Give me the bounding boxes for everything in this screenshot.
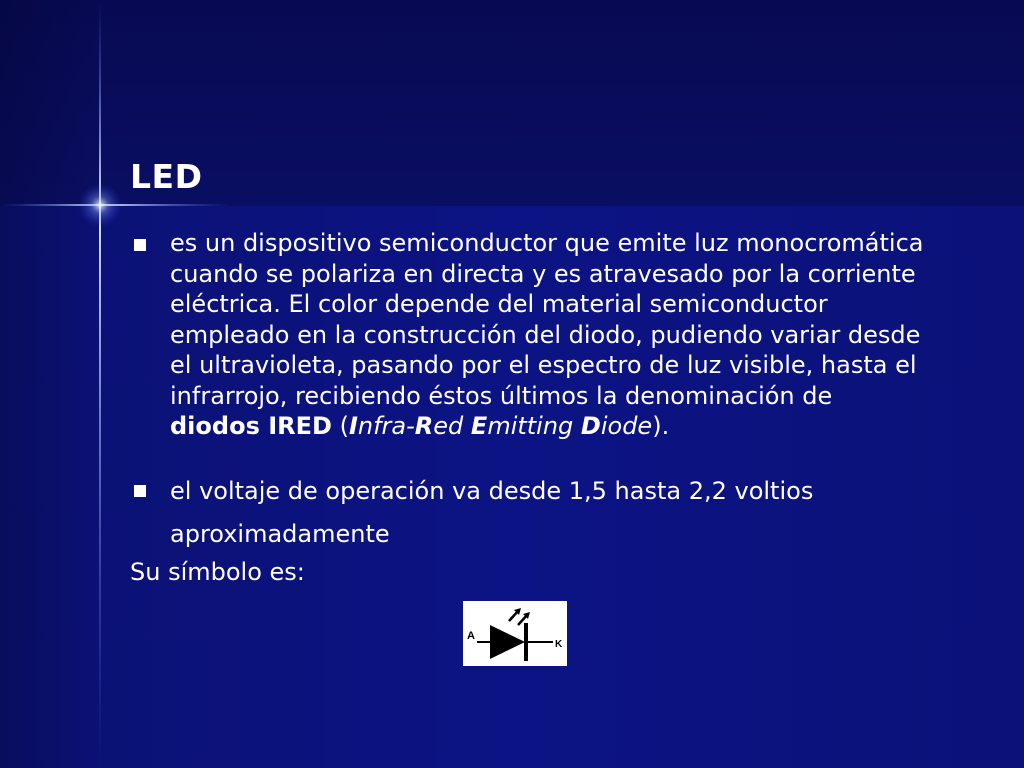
bullet-line: infrarrojo, recibiendo éstos últimos la denominación de xyxy=(170,381,833,410)
paren-open: ( xyxy=(331,412,349,440)
acronym-letter-e: E xyxy=(470,412,488,440)
led-symbol-image xyxy=(463,601,567,666)
bullet-led-definition xyxy=(130,228,990,442)
ired-term: diodos IRED xyxy=(170,412,332,440)
cathode-label: K xyxy=(555,639,563,650)
acronym-letter-d: D xyxy=(580,412,601,440)
bullet-line: aproximadamente xyxy=(170,519,390,548)
bullet-line: el voltaje de operación va desde 1,5 hasta 2,2 voltios xyxy=(170,476,814,505)
bullet-line: cuando se polariza en directa y es atravesado por la corriente xyxy=(170,259,916,288)
bullet-line: eléctrica. El color depende del material semiconductor xyxy=(170,290,828,318)
bullet-voltage xyxy=(130,470,990,556)
acronym-rest-diode: iode xyxy=(600,412,653,440)
paren-close: ). xyxy=(652,412,670,440)
symbol-caption: Su símbolo es: xyxy=(130,557,305,586)
bullet-square-icon xyxy=(134,485,146,497)
led-diode-icon xyxy=(463,601,567,666)
bullet-line: es un dispositivo semiconductor que emite luz monocromática xyxy=(170,229,924,257)
bullet-line-ired xyxy=(170,411,990,442)
bullet-line: el ultravioleta, pasando por el espectro de luz visible, hasta el xyxy=(170,351,917,379)
acronym-letter-i: I xyxy=(348,412,358,440)
slide-content xyxy=(130,228,990,592)
bullet-line: empleado en la construcción del diodo, pudiendo variar desde xyxy=(170,320,921,349)
acronym-rest-red: ed xyxy=(433,412,471,440)
slide-title: LED xyxy=(130,157,203,196)
acronym-letter-r: R xyxy=(414,412,434,440)
acronym-rest-infra: nfra- xyxy=(357,412,415,440)
acronym-rest-emitting: mitting xyxy=(487,412,581,440)
background-left-band xyxy=(0,0,100,768)
anode-label: A xyxy=(467,630,475,642)
bullet-square-icon xyxy=(134,239,146,251)
